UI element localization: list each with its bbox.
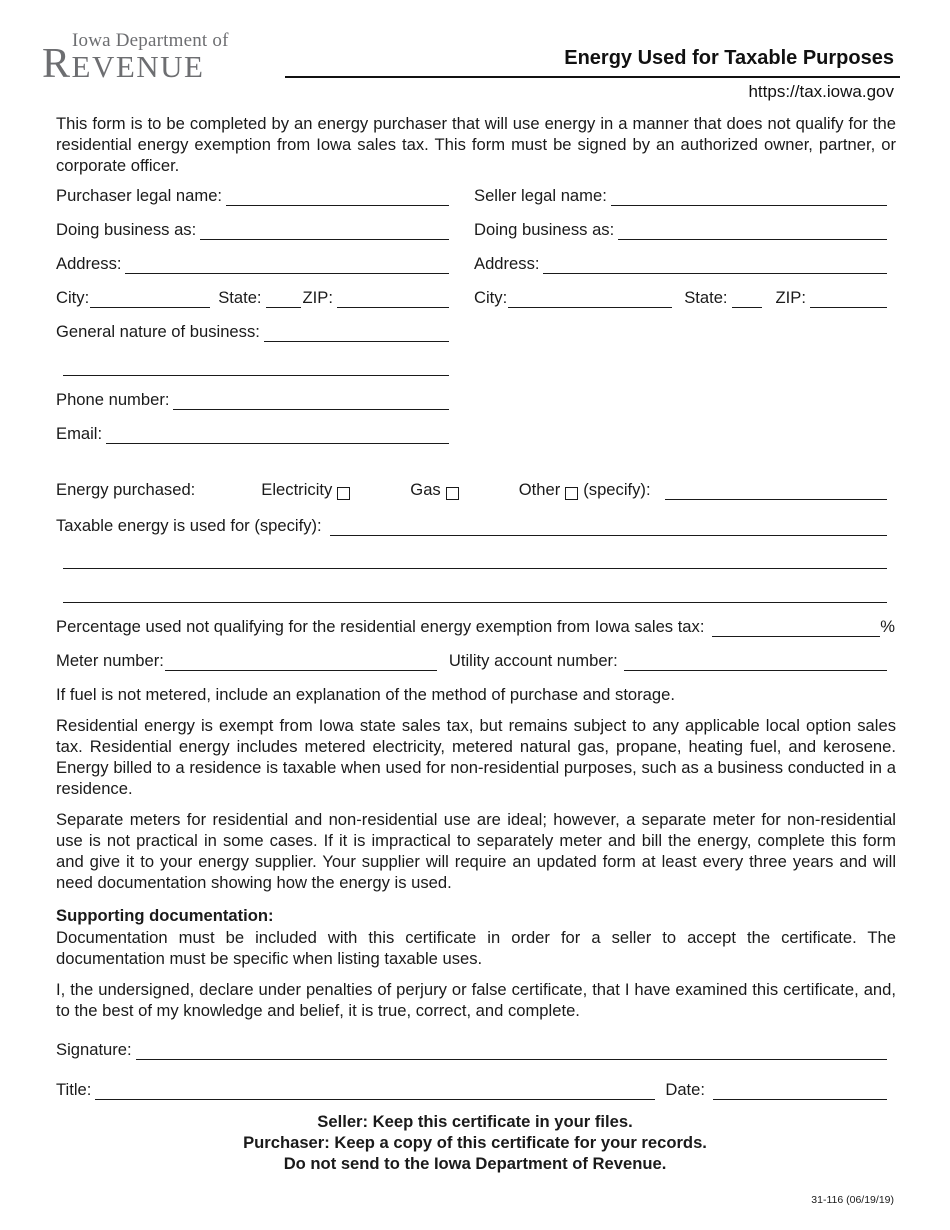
other-specify-field[interactable] <box>665 484 887 500</box>
seller-state-field[interactable] <box>732 292 762 308</box>
purchaser-phone-label: Phone number: <box>56 390 170 409</box>
logo-word: EVENUE <box>71 49 205 84</box>
utility-account-field[interactable] <box>624 655 887 671</box>
electricity-label: Electricity <box>261 480 333 499</box>
seller-dba-field[interactable] <box>618 224 887 240</box>
meter-utility-row <box>56 651 887 671</box>
seller-address-row <box>474 254 887 274</box>
purchaser-legal-name-field[interactable] <box>226 190 449 206</box>
intro-paragraph: This form is to be completed by an energy purchaser that will use energy in a manner that does not qualify for the residential energy exemption from Iowa sales tax. This form must be signed by an authorized owner, partner, or corporate officer. <box>56 114 896 175</box>
purchaser-city-state-zip-row <box>56 288 449 308</box>
meter-number-label: Meter number: <box>56 651 164 670</box>
signer-title-field[interactable] <box>95 1084 655 1100</box>
seller-address-field[interactable] <box>543 258 887 274</box>
supporting-documentation-heading: Supporting documentation: <box>56 906 274 925</box>
purchaser-dba-field[interactable] <box>200 224 449 240</box>
taxable-use-row <box>56 516 887 536</box>
purchaser-phone-row <box>56 390 449 410</box>
seller-city-label: City: <box>474 288 508 307</box>
seller-dba-row <box>474 220 887 240</box>
logo-subtitle: Iowa Department of <box>72 30 229 51</box>
purchaser-email-label: Email: <box>56 424 103 443</box>
meter-number-field[interactable] <box>165 655 437 671</box>
seller-city-field[interactable] <box>508 292 672 308</box>
percent-sign: % <box>880 617 895 636</box>
seller-address-label: Address: <box>474 254 540 273</box>
gas-label: Gas <box>410 480 441 499</box>
purchaser-address-label: Address: <box>56 254 122 273</box>
separate-meters-note: Separate meters for residential and non-residential use are ideal; however, a separate meter for non-residential use is not practical in some cases. If it is impractical to separately meter and bill the energy, complete this form and give it to your energy supplier. Your supplier will require an updated form at least every three years and will need documentation showing how the energy is used. <box>56 810 896 892</box>
signature-field[interactable] <box>136 1044 887 1060</box>
date-label: Date: <box>665 1080 706 1099</box>
other-label: Other <box>518 480 561 499</box>
purchaser-legal-name-label: Purchaser legal name: <box>56 186 223 205</box>
other-specify-label: (specify): <box>583 480 651 499</box>
taxable-use-field[interactable] <box>330 520 887 536</box>
purchaser-city-label: City: <box>56 288 90 307</box>
supporting-documentation-text: Documentation must be included with this certificate in order for a seller to accept the certificate. The documentation must be specific when listing taxable uses. <box>56 928 896 968</box>
signature-row <box>56 1040 887 1060</box>
purchaser-address-row <box>56 254 449 274</box>
signer-title-label: Title: <box>56 1080 92 1099</box>
residential-note: Residential energy is exempt from Iowa state sales tax, but remains subject to any applicable local option sales tax. Residential energy includes metered electricity, metered natural gas, propane, heating fuel, and kerosene. Energy billed to a residence is taxable when used for non-residential purposes, such as a business conducted in a residence. <box>56 716 896 798</box>
purchaser-nature-extra-line[interactable] <box>63 375 449 376</box>
purchaser-nature-row <box>56 322 449 342</box>
fuel-note: If fuel is not metered, include an explanation of the method of purchase and storage. <box>56 685 675 704</box>
title-divider <box>285 76 900 78</box>
logo-initial: R <box>42 41 72 87</box>
footer-do-not-send-note: Do not send to the Iowa Department of Revenue. <box>283 1154 667 1173</box>
purchaser-state-field[interactable] <box>266 292 301 308</box>
purchaser-city-field[interactable] <box>90 292 210 308</box>
purchaser-nature-field[interactable] <box>264 326 449 342</box>
logo-revenue <box>42 41 205 87</box>
energy-purchased-row <box>56 480 887 500</box>
energy-purchased-label: Energy purchased: <box>56 480 196 499</box>
seller-zip-label: ZIP: <box>775 288 806 307</box>
purchaser-nature-label: General nature of business: <box>56 322 260 341</box>
purchaser-zip-field[interactable] <box>337 292 449 308</box>
purchaser-state-label: State: <box>218 288 262 307</box>
percentage-field[interactable] <box>712 621 880 637</box>
purchaser-legal-name-row <box>56 186 449 206</box>
seller-city-state-zip-row <box>474 288 887 308</box>
gas-checkbox[interactable] <box>446 487 459 500</box>
date-field[interactable] <box>713 1084 887 1100</box>
purchaser-address-field[interactable] <box>125 258 449 274</box>
seller-legal-name-field[interactable] <box>611 190 887 206</box>
taxable-use-label: Taxable energy is used for (specify): <box>56 516 322 535</box>
website-link[interactable]: https://tax.iowa.gov <box>748 82 894 101</box>
purchaser-zip-label: ZIP: <box>302 288 333 307</box>
declaration-text: I, the undersigned, declare under penalties of perjury or false certificate, that I have examined this certificate, and, to the best of my knowledge and belief, it is true, correct, and complete. <box>56 980 896 1020</box>
percentage-label: Percentage used not qualifying for the residential energy exemption from Iowa sales tax: <box>56 617 705 636</box>
seller-legal-name-label: Seller legal name: <box>474 186 607 205</box>
other-checkbox[interactable] <box>565 487 578 500</box>
seller-state-label: State: <box>684 288 728 307</box>
purchaser-phone-field[interactable] <box>173 394 449 410</box>
title-date-row <box>56 1080 887 1100</box>
purchaser-email-field[interactable] <box>106 428 449 444</box>
seller-dba-label: Doing business as: <box>474 220 615 239</box>
form-title: Energy Used for Taxable Purposes <box>564 47 894 69</box>
taxable-use-line-3[interactable] <box>63 602 887 603</box>
taxable-use-line-2[interactable] <box>63 568 887 569</box>
footer-seller-note: Seller: Keep this certificate in your files. <box>317 1112 633 1131</box>
purchaser-dba-row <box>56 220 449 240</box>
utility-account-label: Utility account number: <box>448 651 618 670</box>
seller-legal-name-row <box>474 186 887 206</box>
seller-zip-field[interactable] <box>810 292 887 308</box>
purchaser-email-row <box>56 424 449 444</box>
purchaser-dba-label: Doing business as: <box>56 220 197 239</box>
electricity-checkbox[interactable] <box>337 487 350 500</box>
signature-label: Signature: <box>56 1040 132 1059</box>
footer-purchaser-note: Purchaser: Keep a copy of this certificate for your records. <box>243 1133 707 1152</box>
percentage-row <box>56 617 895 637</box>
form-number: 31-116 (06/19/19) <box>811 1194 894 1206</box>
